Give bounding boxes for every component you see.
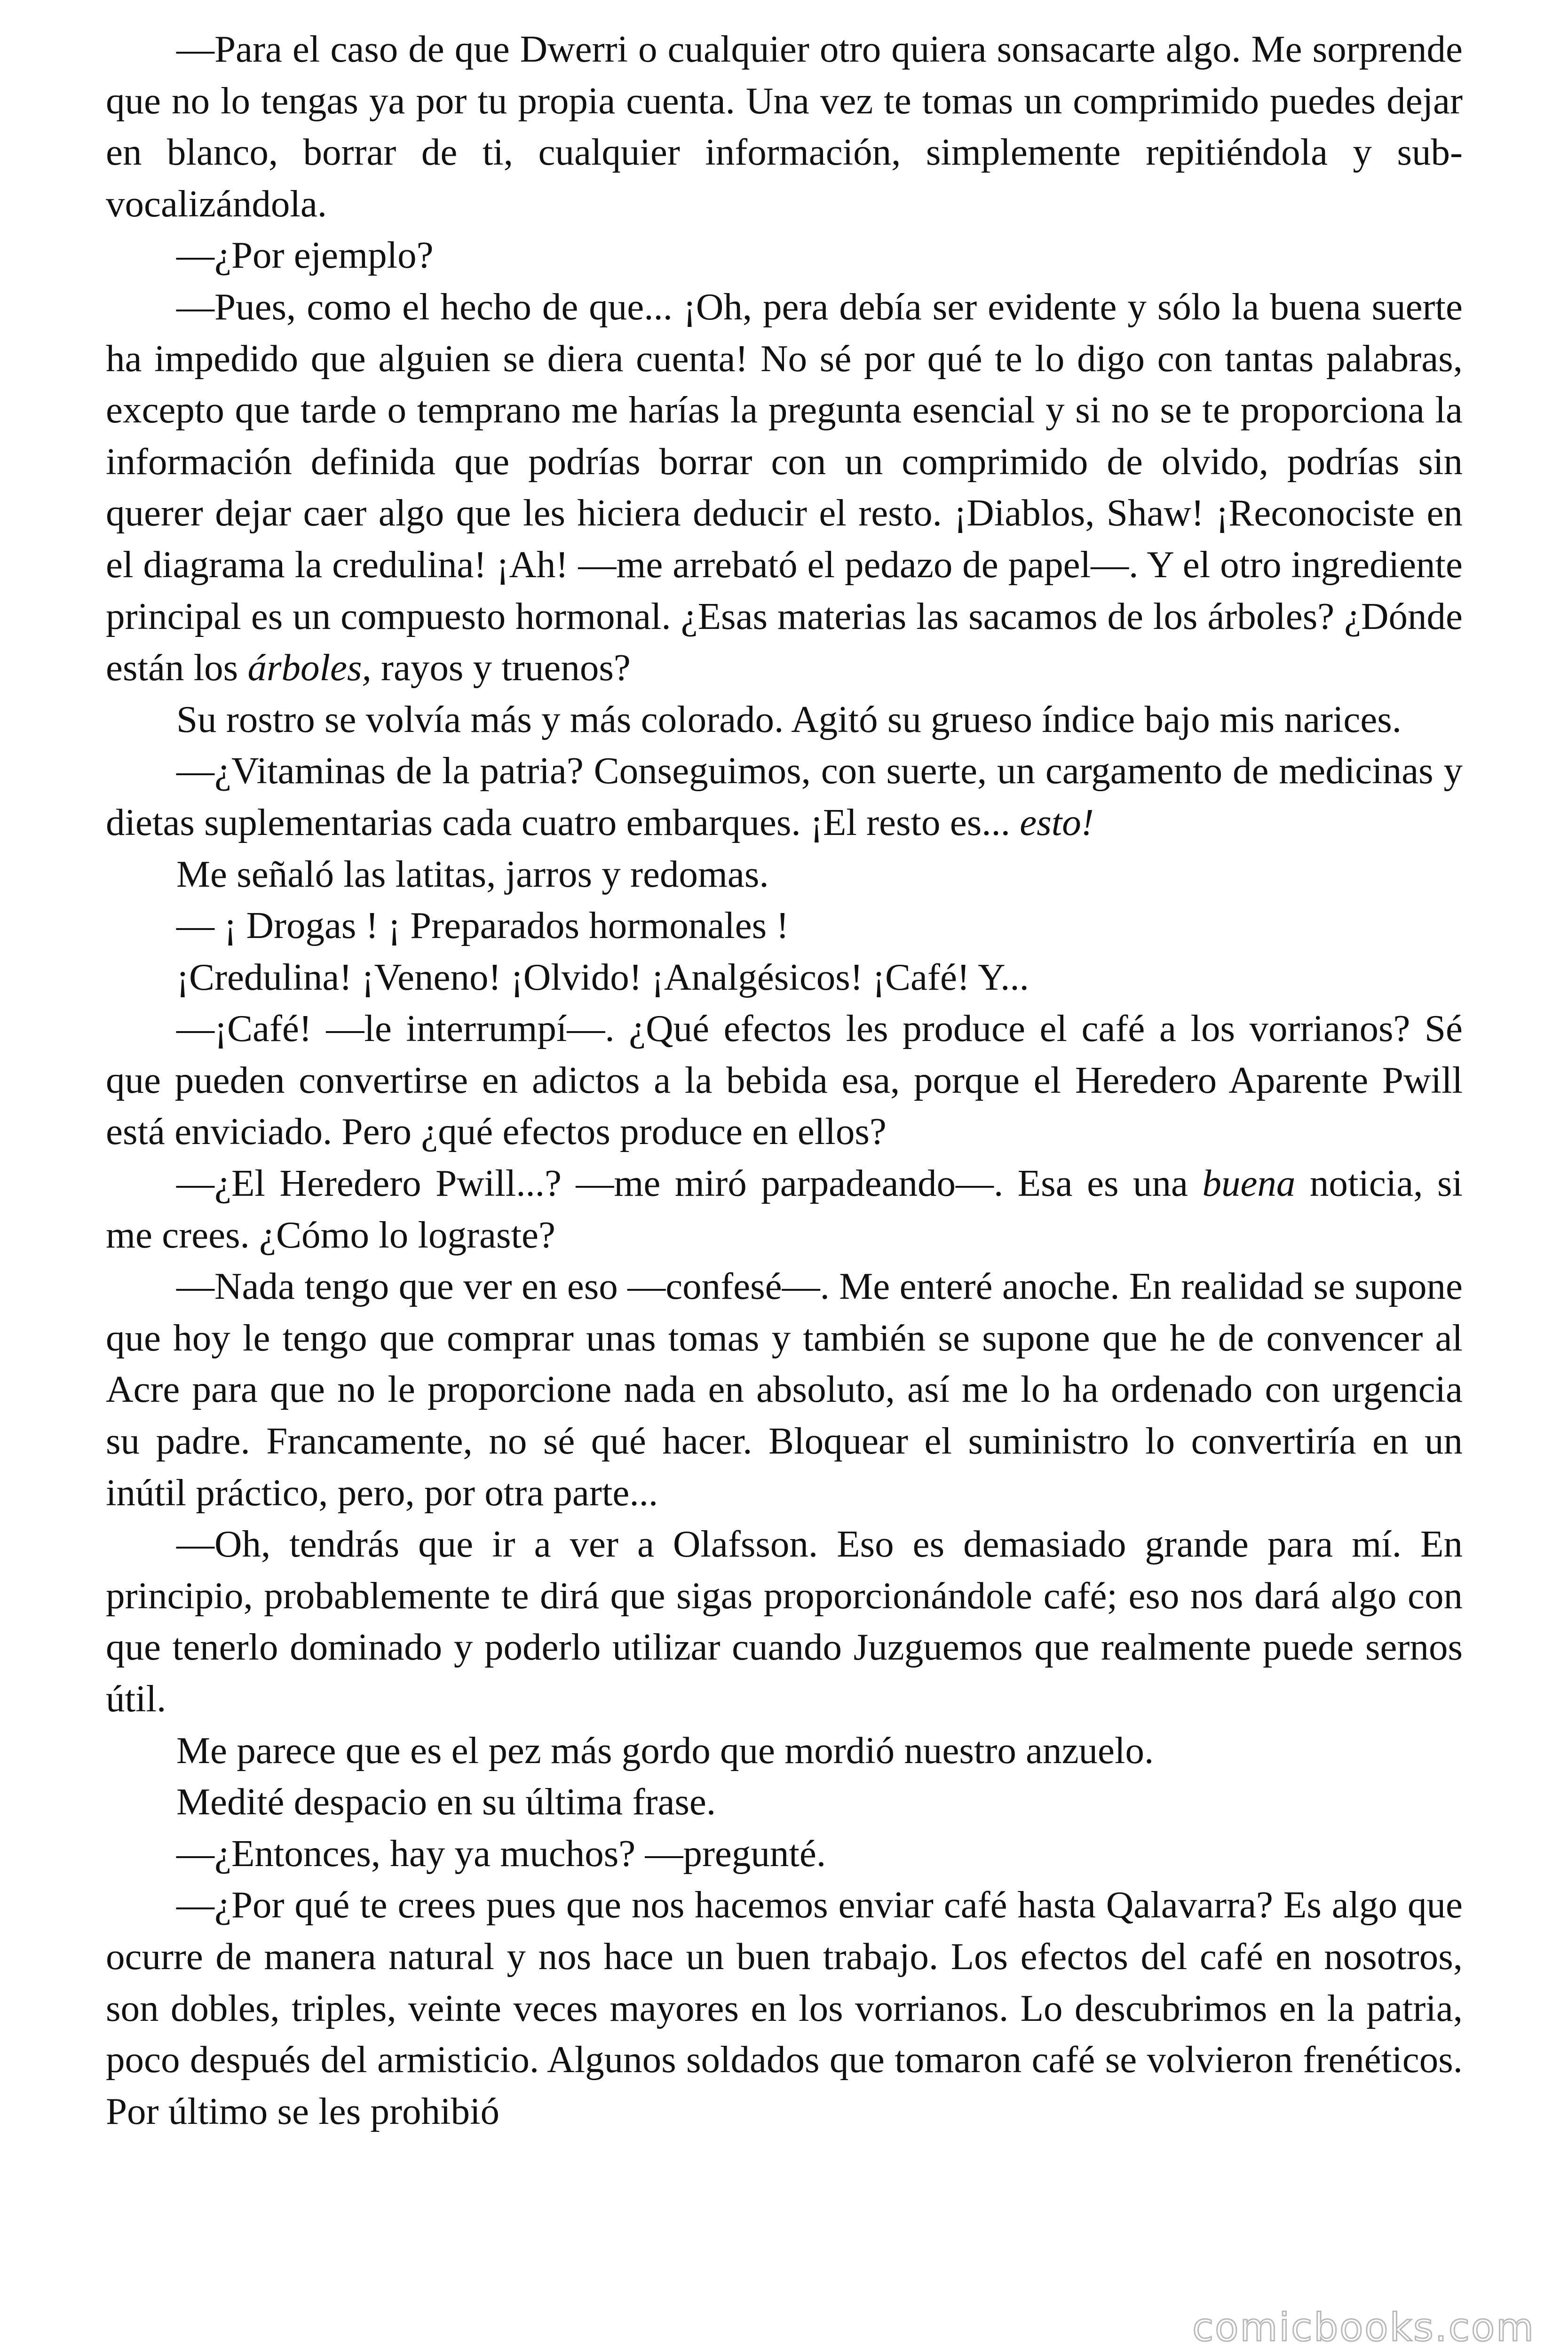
paragraph <box>106 849 1463 900</box>
paragraph <box>106 1518 1463 1724</box>
text-run: — ¡ Drogas ! ¡ Preparados hormonales ! <box>176 904 789 947</box>
text-run: —Nada tengo que ver en eso —confesé—. Me enteré anoche. En realidad se supone que hoy le tengo que comprar unas tomas y también se supone que he de convencer al Acre para que no le proporcione nada en absoluto, así me lo ha ordenado con urgencia su padre. Francamente, no sé qué hacer. Bloquear el suministro lo convertiría en un inútil práctico, pero, por otra parte... <box>106 1265 1463 1514</box>
text-run: —¡Café! —le interrumpí—. ¿Qué efectos les produce el café a los vorrianos? Sé que pueden convertirse en adictos a la bebida esa, porque el Heredero Aparente Pwill está enviciado. Pero ¿qué efectos produce en ellos? <box>106 1007 1463 1153</box>
paragraph <box>106 1261 1463 1518</box>
paragraph <box>106 1003 1463 1158</box>
text-run: —¿El Heredero Pwill...? —me miró parpadeando—. Esa es una <box>176 1162 1203 1205</box>
paragraph <box>106 1828 1463 1880</box>
text-run: rayos y truenos? <box>371 646 631 689</box>
paragraph <box>106 1725 1463 1777</box>
text-run: noticia, si me crees. ¿Cómo lo lograste? <box>106 1162 1463 1256</box>
italic-text: árboles, <box>247 646 372 689</box>
text-run: —¿Por qué te crees pues que nos hacemos enviar café hasta Qalavarra? Es algo que ocurre de manera natural y nos hace un buen trabajo. Los efectos del café en nosotros, son dobles, triples, veinte veces mayores en los vorrianos. Lo descubrimos en la patria, poco después del armisticio. Algunos soldados que tomaron café se volvieron frenéticos. Por último se les prohibió <box>106 1883 1463 2132</box>
text-run: —¿Vitaminas de la patria? Conseguimos, con suerte, un cargamento de medicinas y dietas suplementarias cada cuatro embarques. ¡El resto es... <box>106 749 1463 843</box>
text-run: Medité despacio en su última frase. <box>176 1780 716 1823</box>
italic-text: buena <box>1202 1162 1296 1205</box>
paragraph <box>106 745 1463 848</box>
paragraph <box>106 900 1463 952</box>
text-run: —Pues, como el hecho de que... ¡Oh, pera debía ser evidente y sólo la buena suerte ha impedido que alguien se diera cuenta! No sé por qué te lo digo con tantas palabras, excepto que tarde o temprano me harías la pregunta esencial y si no se te proporciona la información definida que podrías borrar con un comprimido de olvido, podrías sin querer dejar caer algo que les hiciera deducir el resto. ¡Diablos, Shaw! ¡Reconociste en el diagrama la credulina! ¡Ah! —me arrebató el pedazo de papel—. Y el otro ingrediente principal es un compuesto hormonal. ¿Esas materias las sacamos de los árboles? ¿Dónde están los <box>106 285 1463 689</box>
paragraph <box>106 1776 1463 1828</box>
paragraph <box>106 230 1463 281</box>
paragraph <box>106 694 1463 746</box>
text-run: —Oh, tendrás que ir a ver a Olafsson. Eso es demasiado grande para mí. En principio, probablemente te dirá que sigas proporcionándole café; eso nos dará algo con que tenerlo dominado y poderlo utilizar cuando Juzguemos que realmente puede sernos útil. <box>106 1523 1463 1720</box>
paragraph <box>106 1158 1463 1261</box>
body-text <box>106 24 1463 2137</box>
text-run: Me parece que es el pez más gordo que mordió nuestro anzuelo. <box>176 1729 1154 1772</box>
paragraph <box>106 281 1463 694</box>
text-run: Me señaló las latitas, jarros y redomas. <box>176 852 769 895</box>
text-run: Su rostro se volvía más y más colorado. Agitó su grueso índice bajo mis narices. <box>176 698 1402 740</box>
watermark: comicbooks.com <box>1192 2305 1535 2350</box>
text-run: —¿Por ejemplo? <box>176 234 434 277</box>
text-run: —¿Entonces, hay ya muchos? —pregunté. <box>176 1832 826 1875</box>
text-run: —Para el caso de que Dwerri o cualquier otro quiera sonsacarte algo. Me sorprende que no lo tengas ya por tu propia cuenta. Una vez te tomas un comprimido puedes dejar en blanco, borrar de ti, cualquier información, simplemente repitiéndola y sub-vocalizándola. <box>106 28 1463 225</box>
paragraph <box>106 24 1463 230</box>
italic-text: esto! <box>1020 801 1094 843</box>
text-run: ¡Credulina! ¡Veneno! ¡Olvido! ¡Analgésicos! ¡Café! Y... <box>176 955 1029 998</box>
paragraph <box>106 952 1463 1003</box>
paragraph <box>106 1879 1463 2137</box>
